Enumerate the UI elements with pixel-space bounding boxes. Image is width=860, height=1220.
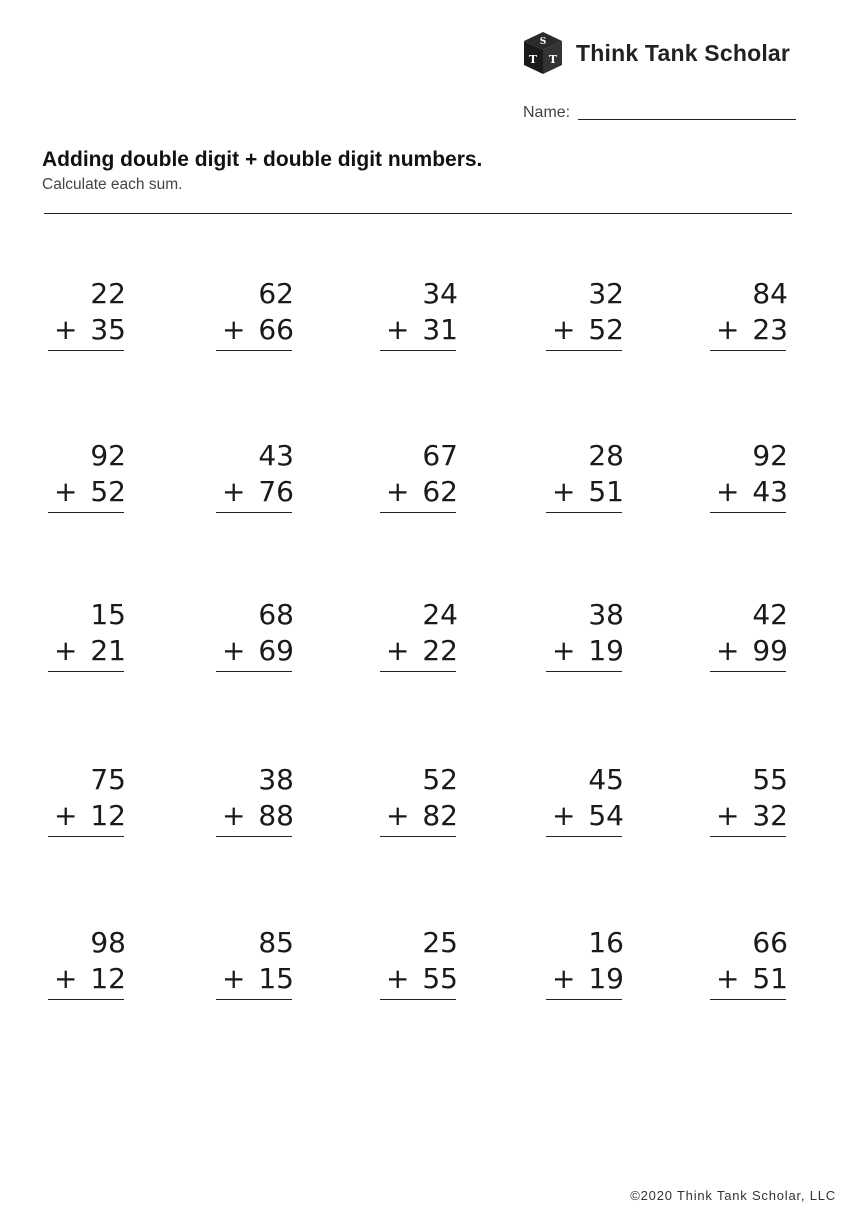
answer-line[interactable] <box>380 671 456 672</box>
answer-line[interactable] <box>546 836 622 837</box>
addition-problem <box>212 926 302 1006</box>
addend-bottom: 22 <box>422 634 458 667</box>
addition-problem <box>706 598 796 678</box>
answer-line[interactable] <box>546 512 622 513</box>
name-label: Name: <box>523 104 571 121</box>
addition-problem <box>376 926 466 1006</box>
addend-top: 28 <box>588 439 624 472</box>
addition-problem <box>542 926 632 1006</box>
plus-sign: + <box>716 475 740 508</box>
plus-sign: + <box>716 634 740 667</box>
addition-problem <box>706 926 796 1006</box>
addend-top: 75 <box>90 763 126 796</box>
addend-top: 42 <box>752 598 788 631</box>
answer-line[interactable] <box>216 350 292 351</box>
addend-top: 38 <box>588 598 624 631</box>
addition-problem <box>44 926 134 1006</box>
addend-bottom: 52 <box>588 313 624 346</box>
addition-problem <box>376 439 466 519</box>
addend-bottom: 51 <box>588 475 624 508</box>
answer-line[interactable] <box>380 350 456 351</box>
answer-line[interactable] <box>48 671 124 672</box>
answer-line[interactable] <box>48 350 124 351</box>
answer-line[interactable] <box>710 671 786 672</box>
plus-sign: + <box>716 799 740 832</box>
addition-problem <box>706 277 796 357</box>
addend-bottom: 19 <box>588 634 624 667</box>
addend-top: 84 <box>752 277 788 310</box>
answer-line[interactable] <box>546 999 622 1000</box>
worksheet-instructions: Calculate each sum. <box>42 176 183 193</box>
addend-bottom: 31 <box>422 313 458 346</box>
addend-top: 92 <box>752 439 788 472</box>
answer-line[interactable] <box>380 836 456 837</box>
plus-sign: + <box>386 313 410 346</box>
plus-sign: + <box>54 313 78 346</box>
plus-sign: + <box>54 962 78 995</box>
answer-line[interactable] <box>710 512 786 513</box>
addend-top: 98 <box>90 926 126 959</box>
plus-sign: + <box>222 475 246 508</box>
answer-line[interactable] <box>216 671 292 672</box>
addend-bottom: 88 <box>258 799 294 832</box>
addend-bottom: 12 <box>90 962 126 995</box>
addend-top: 15 <box>90 598 126 631</box>
addend-bottom: 99 <box>752 634 788 667</box>
addend-bottom: 69 <box>258 634 294 667</box>
addition-problem <box>44 277 134 357</box>
addition-problem <box>706 439 796 519</box>
addend-top: 85 <box>258 926 294 959</box>
addend-top: 52 <box>422 763 458 796</box>
addend-top: 43 <box>258 439 294 472</box>
addend-top: 66 <box>752 926 788 959</box>
addend-bottom: 52 <box>90 475 126 508</box>
plus-sign: + <box>716 962 740 995</box>
answer-line[interactable] <box>546 350 622 351</box>
addition-problem <box>212 763 302 843</box>
plus-sign: + <box>222 962 246 995</box>
plus-sign: + <box>222 634 246 667</box>
addition-problem <box>44 598 134 678</box>
addend-bottom: 43 <box>752 475 788 508</box>
addition-problem <box>542 277 632 357</box>
addition-problem <box>212 439 302 519</box>
plus-sign: + <box>54 799 78 832</box>
addend-top: 55 <box>752 763 788 796</box>
addend-top: 67 <box>422 439 458 472</box>
addition-problem <box>376 598 466 678</box>
addend-bottom: 51 <box>752 962 788 995</box>
addend-top: 62 <box>258 277 294 310</box>
answer-line[interactable] <box>216 999 292 1000</box>
addition-problem <box>212 598 302 678</box>
addend-bottom: 32 <box>752 799 788 832</box>
plus-sign: + <box>552 475 576 508</box>
addition-problem <box>376 763 466 843</box>
addend-top: 16 <box>588 926 624 959</box>
addend-top: 34 <box>422 277 458 310</box>
addend-top: 32 <box>588 277 624 310</box>
answer-line[interactable] <box>216 512 292 513</box>
plus-sign: + <box>552 799 576 832</box>
addend-top: 45 <box>588 763 624 796</box>
answer-line[interactable] <box>380 512 456 513</box>
addend-top: 25 <box>422 926 458 959</box>
plus-sign: + <box>716 313 740 346</box>
addend-bottom: 35 <box>90 313 126 346</box>
addend-top: 38 <box>258 763 294 796</box>
answer-line[interactable] <box>48 999 124 1000</box>
plus-sign: + <box>552 313 576 346</box>
addition-problem <box>542 439 632 519</box>
plus-sign: + <box>552 962 576 995</box>
addend-bottom: 54 <box>588 799 624 832</box>
plus-sign: + <box>222 313 246 346</box>
svg-text:T: T <box>548 53 558 66</box>
answer-line[interactable] <box>48 512 124 513</box>
plus-sign: + <box>386 962 410 995</box>
addition-problem <box>44 763 134 843</box>
addend-bottom: 66 <box>258 313 294 346</box>
addend-bottom: 55 <box>422 962 458 995</box>
addend-top: 22 <box>90 277 126 310</box>
addend-bottom: 76 <box>258 475 294 508</box>
addition-problem <box>376 277 466 357</box>
plus-sign: + <box>54 634 78 667</box>
answer-line[interactable] <box>380 999 456 1000</box>
addition-problem <box>542 598 632 678</box>
addend-bottom: 19 <box>588 962 624 995</box>
answer-line[interactable] <box>710 836 786 837</box>
addition-problem <box>542 763 632 843</box>
worksheet-title: Adding double digit + double digit numbers. <box>42 148 483 171</box>
addition-problem <box>706 763 796 843</box>
addition-problem <box>212 277 302 357</box>
plus-sign: + <box>222 799 246 832</box>
answer-line[interactable] <box>216 836 292 837</box>
answer-line[interactable] <box>710 999 786 1000</box>
brand-name: Think Tank Scholar <box>576 39 791 66</box>
addend-bottom: 23 <box>752 313 788 346</box>
svg-text:T: T <box>528 53 538 66</box>
addend-bottom: 62 <box>422 475 458 508</box>
addend-bottom: 15 <box>258 962 294 995</box>
addend-bottom: 82 <box>422 799 458 832</box>
plus-sign: + <box>386 634 410 667</box>
addend-top: 92 <box>90 439 126 472</box>
addition-problem <box>44 439 134 519</box>
answer-line[interactable] <box>48 836 124 837</box>
answer-line[interactable] <box>546 671 622 672</box>
addend-top: 24 <box>422 598 458 631</box>
plus-sign: + <box>386 799 410 832</box>
addend-top: 68 <box>258 598 294 631</box>
copyright: ©2020 Think Tank Scholar, LLC <box>630 1188 836 1203</box>
plus-sign: + <box>552 634 576 667</box>
answer-line[interactable] <box>710 350 786 351</box>
svg-text:S: S <box>539 37 547 47</box>
addend-bottom: 21 <box>90 634 126 667</box>
plus-sign: + <box>386 475 410 508</box>
plus-sign: + <box>54 475 78 508</box>
addend-bottom: 12 <box>90 799 126 832</box>
